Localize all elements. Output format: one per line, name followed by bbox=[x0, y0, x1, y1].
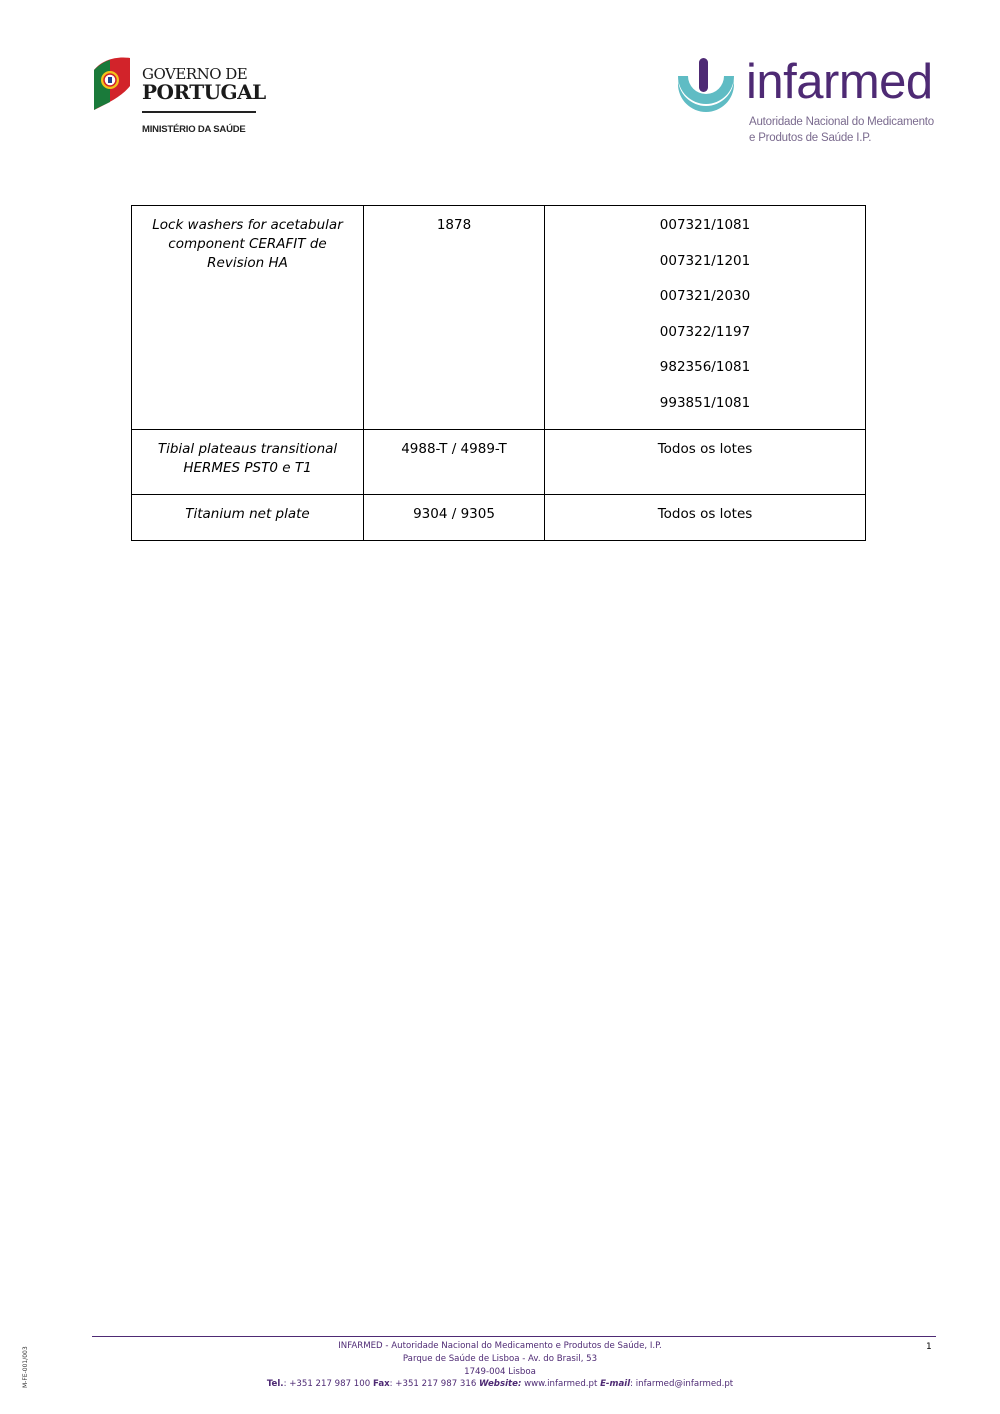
website-label: Website: bbox=[479, 1379, 522, 1390]
tel-value: : +351 217 987 100 bbox=[283, 1379, 371, 1390]
device-description-cell: Tibial plateaus transitional HERMES PST0 e T1 bbox=[132, 429, 364, 494]
lots-cell bbox=[545, 494, 866, 540]
email-label: E-mail bbox=[600, 1379, 631, 1390]
document-code: M-FE-001/003 bbox=[22, 1346, 29, 1388]
gov-logo-divider bbox=[142, 111, 256, 113]
portugal-flag-icon bbox=[92, 56, 132, 112]
footer-postal-code: 1749-004 Lisboa bbox=[464, 1366, 536, 1377]
email-link[interactable]: : infarmed@infarmed.pt bbox=[630, 1379, 734, 1390]
lot-number: 982356/1081 bbox=[659, 359, 751, 376]
device-description-cell: Lock washers for acetabular component CERAFIT de Revision HA bbox=[132, 206, 364, 430]
footer-address: Parque de Saúde de Lisboa - Av. do Brasil, 53 bbox=[402, 1353, 598, 1364]
infarmed-subtitle-line1: Autoridade Nacional do Medicamento bbox=[749, 116, 934, 128]
lot-number: 007321/1081 bbox=[659, 217, 751, 233]
lots-cell bbox=[545, 206, 866, 430]
fax-label: Fax bbox=[372, 1379, 390, 1390]
table-row bbox=[132, 494, 866, 540]
infarmed-subtitle-line2: e Produtos de Saúde I.P. bbox=[749, 132, 872, 144]
lots-cell bbox=[545, 429, 866, 494]
lot-number: 993851/1081 bbox=[659, 394, 751, 411]
website-link[interactable]: www.infarmed.pt bbox=[521, 1379, 598, 1390]
footer-divider bbox=[92, 1336, 936, 1337]
infarmed-symbol-icon bbox=[676, 58, 736, 122]
lot-number: 007322/1197 bbox=[659, 323, 751, 340]
footer-contact-block bbox=[92, 1340, 908, 1391]
reference-cell: 4988-T / 4989-T bbox=[364, 429, 545, 494]
page-number: 1 bbox=[926, 1342, 932, 1352]
governo-de-portugal-logo bbox=[92, 56, 266, 140]
infarmed-logo bbox=[676, 55, 936, 148]
infarmed-wordmark: infarmed bbox=[746, 55, 933, 109]
ministry-name: MINISTÉRIO DA SAÚDE bbox=[142, 124, 246, 135]
tel-label: Tel. bbox=[266, 1379, 284, 1390]
fax-value: : +351 217 987 316 bbox=[389, 1379, 477, 1390]
infarmed-subtitle bbox=[749, 114, 934, 146]
device-description-cell: Titanium net plate bbox=[132, 494, 364, 540]
footer-contacts bbox=[92, 1378, 908, 1391]
reference-cell: 9304 / 9305 bbox=[364, 494, 545, 540]
affected-devices-table bbox=[131, 205, 866, 541]
table-row bbox=[132, 429, 866, 494]
gov-logo-line2: PORTUGAL bbox=[142, 80, 266, 104]
lot-number: Todos os lotes bbox=[657, 440, 753, 457]
footer-org-name: INFARMED - Autoridade Nacional do Medicamento e Produtos de Saúde, I.P. bbox=[338, 1341, 662, 1351]
gov-logo-line1: GOVERNO DE bbox=[142, 65, 248, 83]
reference-cell: 1878 bbox=[364, 206, 545, 430]
table-row bbox=[132, 206, 866, 430]
lot-number: 007321/2030 bbox=[659, 288, 751, 305]
lot-number: Todos os lotes bbox=[657, 505, 753, 522]
lot-number: 007321/1201 bbox=[659, 252, 751, 269]
